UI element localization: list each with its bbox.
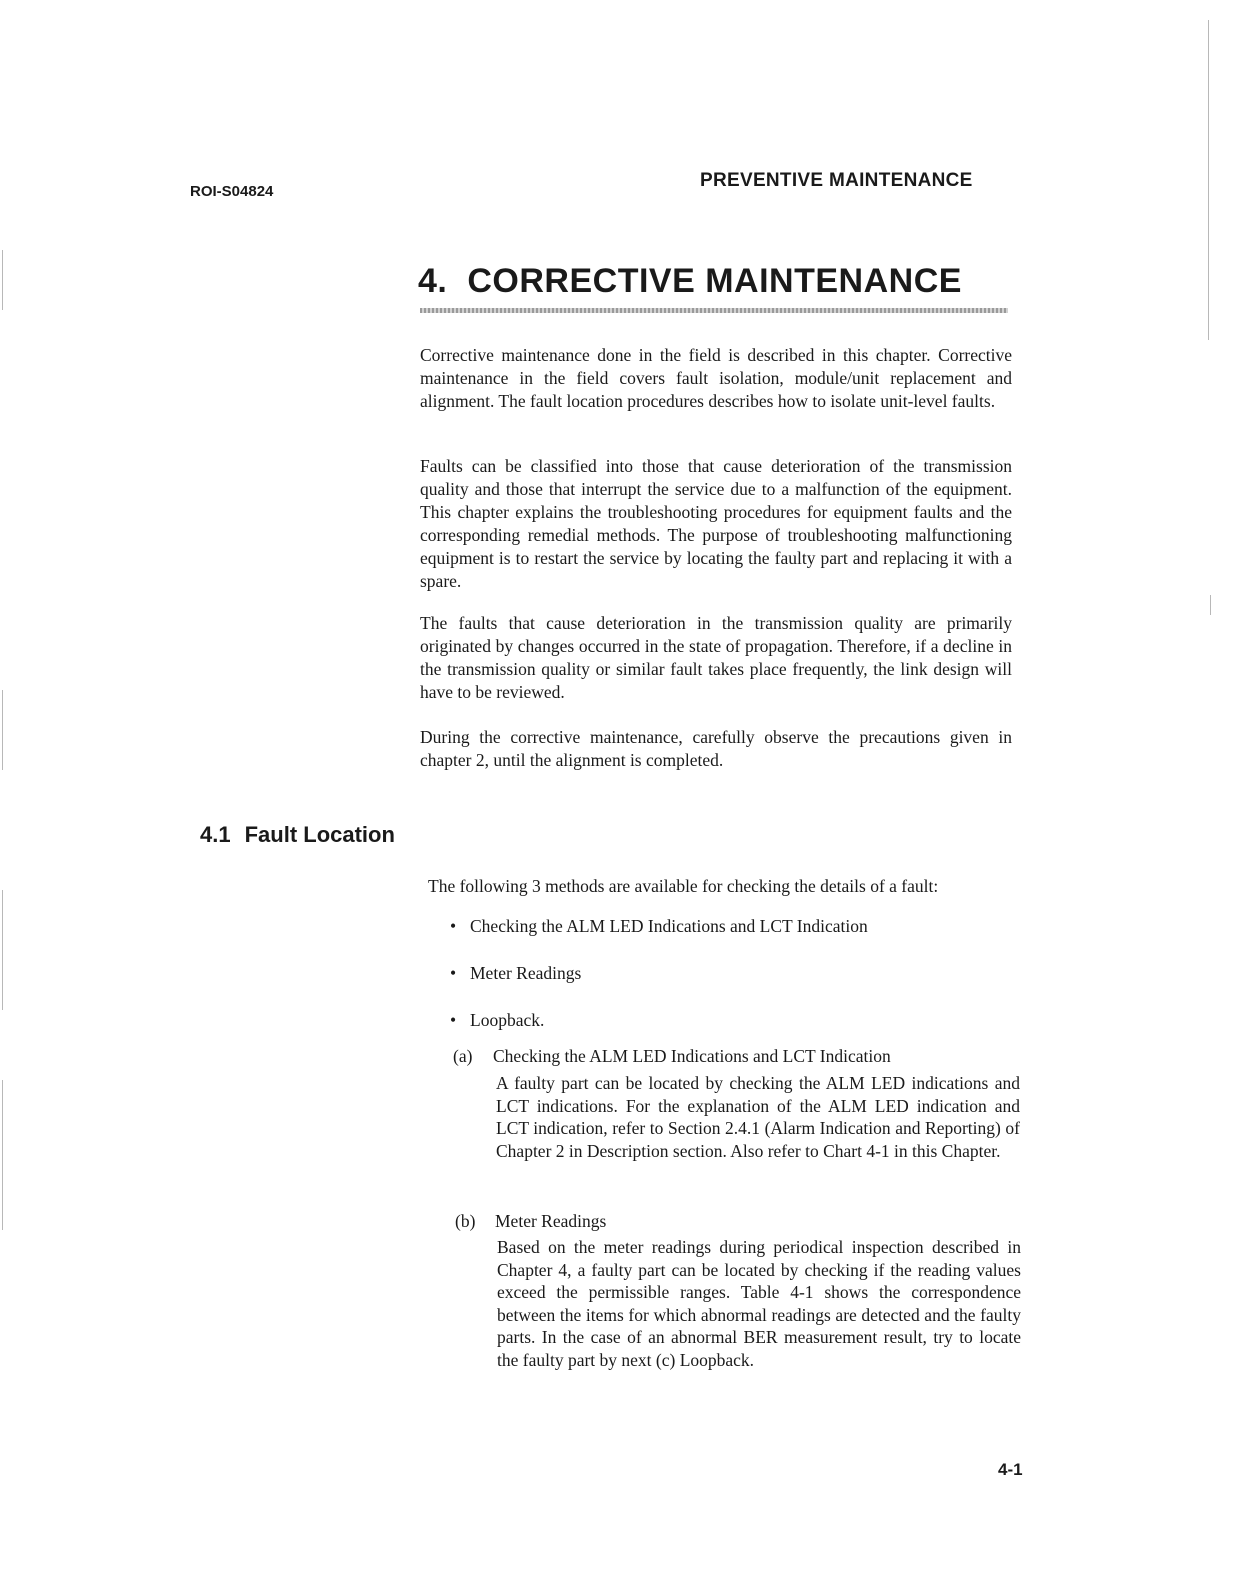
subsection-a-body: A faulty part can be located by checking the ALM LED indications and LCT indications. For the explanation of the ALM LED indication and LCT indication, refer to Section 2.4.1 (Alarm Indication and Reporting) of Chapter 2 in Description section. Also refer to Chart 4-1 in this Chapter. bbox=[496, 1073, 1020, 1161]
methods-list bbox=[450, 916, 868, 1057]
scan-edge-mark bbox=[1210, 595, 1211, 615]
document-id: ROI-S04824 bbox=[190, 183, 274, 200]
section-title: Fault Location bbox=[244, 822, 395, 847]
paragraph-4: During the corrective maintenance, carefully observe the precautions given in chapter 2, until the alignment is completed. bbox=[420, 727, 1012, 770]
list-item bbox=[450, 916, 868, 963]
list-item-text: Loopback. bbox=[470, 1010, 545, 1030]
chapter-title-text: CORRECTIVE MAINTENANCE bbox=[467, 262, 962, 300]
list-item bbox=[450, 963, 868, 1010]
page-number: 4-1 bbox=[998, 1460, 1023, 1479]
paragraph-2: Faults can be classified into those that cause deterioration of the transmission quality and those that interrupt the service due to a malfunction of the equipment. This chapter explains the troubleshooting procedures for equipment faults and the corresponding remedial methods. The purpose of troubleshooting malfunctioning equipment is to restart the service by locating the faulty part and replacing it with a spare. bbox=[420, 456, 1012, 591]
subsection-b-body: Based on the meter readings during periodical inspection described in Chapter 4, a faulty part can be located by checking if the reading values exceed the permissible ranges. Table 4-1 shows the correspondence between the items for which abnormal readings are detected and the faulty parts. In the case of an abnormal BER measurement result, try to locate the faulty part by next (c) Loopback. bbox=[497, 1237, 1021, 1370]
subsection-b-label: (b) bbox=[455, 1211, 476, 1231]
scan-edge-mark bbox=[2, 1080, 3, 1230]
chapter-number: 4. bbox=[418, 262, 448, 300]
section-number: 4.1 bbox=[200, 822, 231, 847]
chapter-title-rule bbox=[420, 308, 1008, 313]
section-heading bbox=[200, 822, 395, 848]
section-intro: The following 3 methods are available for checking the details of a fault: bbox=[428, 876, 939, 896]
subsection-a-title: Checking the ALM LED Indications and LCT Indication bbox=[493, 1046, 891, 1066]
paragraph-3: The faults that cause deterioration in the transmission quality are primarily originated by changes occurred in the state of propagation. Therefore, if a decline in the transmission quality or similar fault takes place frequently, the link design will have to be reviewed. bbox=[420, 613, 1012, 702]
bullet-icon: • bbox=[450, 963, 457, 983]
scan-edge-mark bbox=[1208, 20, 1209, 340]
scan-edge-mark bbox=[2, 250, 3, 310]
running-header-title: PREVENTIVE MAINTENANCE bbox=[700, 170, 973, 191]
scan-edge-mark bbox=[2, 690, 3, 770]
list-item-text: Meter Readings bbox=[470, 963, 582, 983]
paragraph-1: Corrective maintenance done in the field is described in this chapter. Corrective maintenance in the field covers fault isolation, module/unit replacement and alignment. The fault location procedures describes how to isolate unit-level faults. bbox=[420, 345, 1012, 411]
bullet-icon: • bbox=[450, 916, 457, 936]
bullet-icon: • bbox=[450, 1010, 457, 1030]
scan-edge-mark bbox=[2, 890, 3, 1010]
chapter-title bbox=[418, 262, 962, 301]
subsection-b-title: Meter Readings bbox=[495, 1211, 607, 1231]
subsection-a-label: (a) bbox=[453, 1046, 473, 1066]
list-item-text: Checking the ALM LED Indications and LCT Indication bbox=[470, 916, 868, 936]
